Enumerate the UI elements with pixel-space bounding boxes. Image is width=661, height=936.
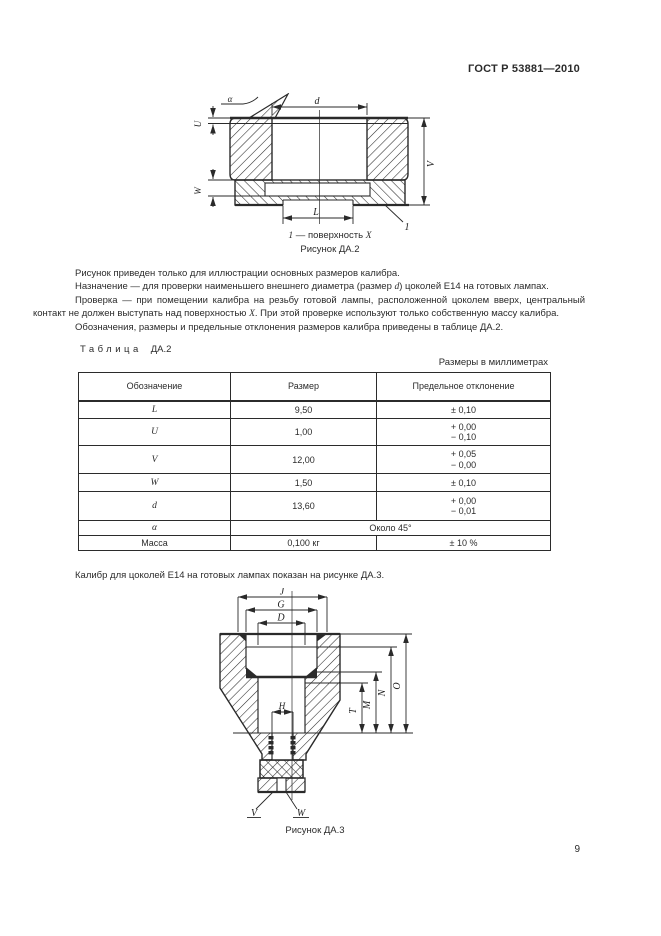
table-cell: ± 0,10 bbox=[377, 474, 551, 492]
dim-label-alpha: α bbox=[227, 94, 233, 104]
dim-label-h: H bbox=[278, 701, 286, 711]
body-text bbox=[33, 267, 585, 334]
dim-label-v: V bbox=[426, 160, 437, 168]
table-cell: W bbox=[79, 474, 231, 492]
table-header-cell: Предельное отклонение bbox=[377, 373, 551, 401]
callout-ref: 1 bbox=[288, 231, 294, 241]
table-header-cell: Обозначение bbox=[79, 373, 231, 401]
figure-da2-drawing bbox=[193, 93, 443, 238]
table-row bbox=[79, 419, 551, 446]
figure-da3-caption: Рисунок ДА.3 bbox=[285, 825, 345, 836]
table-cell: 1,50 bbox=[231, 474, 377, 492]
dim-label-w: W bbox=[193, 187, 203, 195]
table-row bbox=[79, 521, 551, 536]
paragraph: Проверка — при помещении калибра на резьбу готовой лампы, расположенной цоколем вверх, центральный контакт не должен выступать над поверхностью X. При этой проверке используют только собственную массу калибра. bbox=[33, 295, 585, 319]
table-cell: + 0,05 − 0,00 bbox=[377, 446, 551, 474]
figure-da2-caption: Рисунок ДА.2 bbox=[300, 244, 360, 255]
callout-1-label: 1 bbox=[404, 222, 410, 233]
dim-label-t: T bbox=[348, 708, 359, 714]
standard-number-header: ГОСТ Р 53881—2010 bbox=[468, 63, 580, 75]
dim-label-d: d bbox=[314, 96, 320, 107]
dim-label-u: U bbox=[193, 120, 203, 128]
gauge-body bbox=[208, 94, 430, 206]
table-cell: ± 10 % bbox=[377, 536, 551, 551]
table-cell: 1,00 bbox=[231, 419, 377, 446]
table-label: Таблица ДА.2 bbox=[80, 344, 172, 355]
table-cell: + 0,00 − 0,01 bbox=[377, 492, 551, 521]
dim-label-n: N bbox=[377, 689, 388, 697]
surface-x-ref: X bbox=[365, 231, 372, 241]
dim-label-j: J bbox=[279, 588, 285, 598]
dim-label-l: L bbox=[313, 207, 319, 218]
table-cell: 9,50 bbox=[231, 401, 377, 419]
page-number: 9 bbox=[574, 844, 580, 855]
table-units-note: Размеры в миллиметрах bbox=[438, 357, 548, 368]
dim-label-g: G bbox=[277, 599, 285, 611]
dimensions-table bbox=[78, 372, 551, 551]
dim-label-w2: W bbox=[296, 808, 306, 819]
paragraph: Калибр для цоколей Е14 на готовых лампах показан на рисунке ДА.3. bbox=[75, 570, 385, 581]
figure-da3-drawing bbox=[185, 588, 445, 823]
table-cell: α bbox=[79, 521, 231, 536]
paragraph: Рисунок приведен только для иллюстрации основных размеров калибра. bbox=[75, 268, 400, 279]
gauge-body-2 bbox=[220, 634, 340, 792]
dim-label-d2: D bbox=[277, 612, 285, 624]
dim-label-v2: V bbox=[250, 808, 258, 819]
table-header-cell: Размер bbox=[231, 373, 377, 401]
paragraph: Обозначения, размеры и предельные отклонения размеров калибра приведены в таблице ДА.2. bbox=[75, 322, 504, 333]
body-text-2 bbox=[33, 569, 585, 582]
paragraph: Назначение — для проверки наименьшего внешнего диаметра (размер d) цоколей Е14 на готовых лампах. bbox=[75, 281, 549, 292]
table-cell: U bbox=[79, 419, 231, 446]
table-row bbox=[79, 446, 551, 474]
dim-label-o: O bbox=[392, 682, 403, 690]
table-row bbox=[79, 536, 551, 551]
table-cell: V bbox=[79, 446, 231, 474]
table-cell: Масса bbox=[79, 536, 231, 551]
table-header-row bbox=[79, 373, 551, 401]
table-cell: 13,60 bbox=[231, 492, 377, 521]
dim-label-m: M bbox=[362, 700, 373, 710]
table-row bbox=[79, 401, 551, 419]
table-row bbox=[79, 492, 551, 521]
table-row bbox=[79, 474, 551, 492]
table-cell: ± 0,10 bbox=[377, 401, 551, 419]
figure-da2-note: 1 — поверхность X bbox=[288, 230, 372, 241]
table-cell: Около 45° bbox=[231, 521, 551, 536]
table-cell: d bbox=[79, 492, 231, 521]
table-cell: 0,100 кг bbox=[231, 536, 377, 551]
table-cell: + 0,00 − 0,10 bbox=[377, 419, 551, 446]
table-cell: 12,00 bbox=[231, 446, 377, 474]
table-cell: L bbox=[79, 401, 231, 419]
